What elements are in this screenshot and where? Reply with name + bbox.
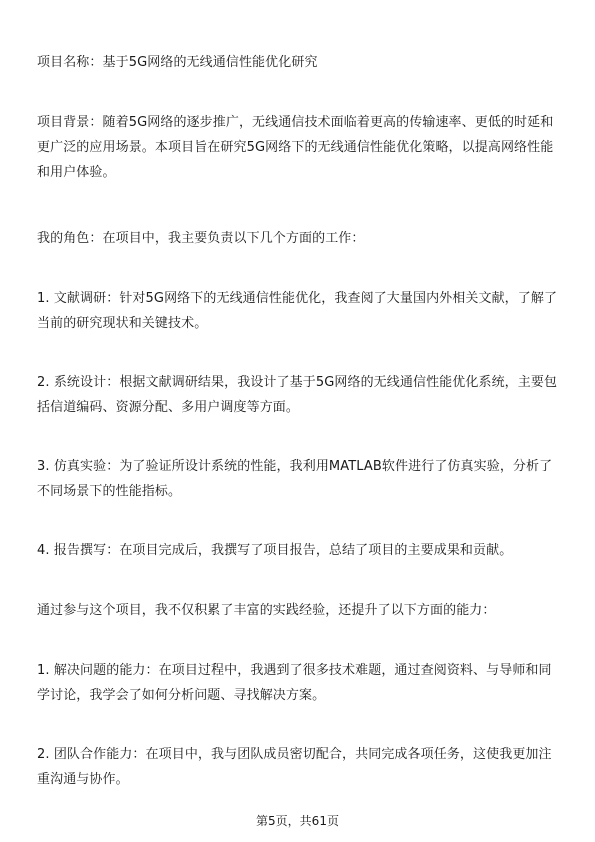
project-name: 项目名称：基于5G网络的无线通信性能优化研究 [37,55,318,70]
task-item-literature-review: 1. 文献调研：针对5G网络下的无线通信性能优化，我查阅了大量国内外相关文献，了解了当前的研究现状和关键技术。 [37,291,558,331]
page-number-footer: 第5页，共61页 [256,814,339,828]
my-role-heading: 我的角色：在项目中，我主要负责以下几个方面的工作： [37,231,365,246]
project-background: 项目背景：随着5G网络的逐步推广，无线通信技术面临着更高的传输速率、更低的时延和更广泛的应用场景。本项目旨在研究5G网络下的无线通信性能优化策略，以提高网络性能和用户体验。 [37,115,554,180]
task-item-simulation: 3. 仿真实验：为了验证所设计系统的性能，我利用MATLAB软件进行了仿真实验，分析了不同场景下的性能指标。 [37,459,553,499]
ability-item-problem-solving: 1. 解决问题的能力：在项目过程中，我遇到了很多技术难题，通过查阅资料、与导师和同学讨论，我学会了如何分析问题、寻找解决方案。 [37,663,552,703]
ability-item-teamwork: 2. 团队合作能力：在项目中，我与团队成员密切配合，共同完成各项任务，这使我更加注重沟通与协作。 [37,747,552,787]
task-item-system-design: 2. 系统设计：根据文献调研结果，我设计了基于5G网络的无线通信性能优化系统，主要包括信道编码、资源分配、多用户调度等方面。 [37,375,558,415]
task-item-report-writing: 4. 报告撰写：在项目完成后，我撰写了项目报告，总结了项目的主要成果和贡献。 [37,543,513,558]
abilities-intro: 通过参与这个项目，我不仅积累了丰富的实践经验，还提升了以下方面的能力： [37,603,496,618]
